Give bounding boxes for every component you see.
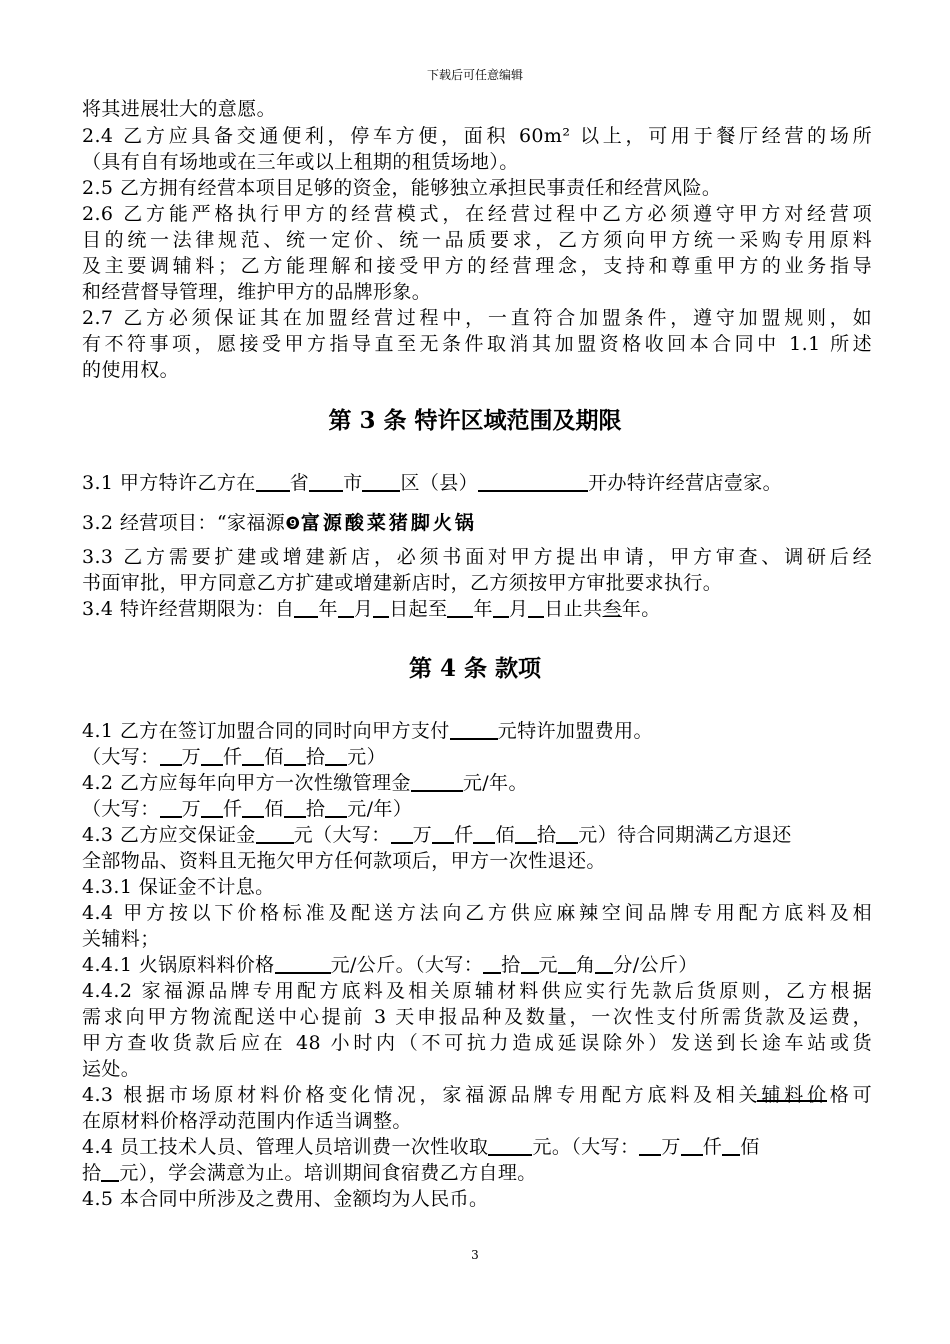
- blank-field: [201, 798, 223, 818]
- clause-4-1-amount: [82, 745, 872, 769]
- text-segment: 万: [661, 1136, 681, 1158]
- text-segment: 分/公斤）: [613, 954, 698, 976]
- blank-field: [242, 746, 264, 766]
- blank-field: [362, 472, 400, 492]
- clause-3-4: [82, 597, 872, 621]
- blank-underline: [757, 1100, 827, 1102]
- page-number: 3: [471, 1248, 479, 1262]
- clause-4-4-1: [82, 953, 872, 977]
- blank-field: [201, 746, 223, 766]
- text-segment: 月: [353, 598, 374, 620]
- text-segment: （大写：: [82, 746, 160, 768]
- blank-field: [242, 798, 264, 818]
- blank-field: [338, 598, 354, 618]
- clause-4-4-training: [82, 1135, 872, 1159]
- text-line: 书面审批，甲方同意乙方扩建或增建新店时，乙方须按甲方审批要求执行。: [82, 572, 723, 594]
- text-segment: 仟: [223, 746, 243, 768]
- clause-4-2-amount: [82, 797, 872, 821]
- blank-field: [284, 746, 306, 766]
- clause-4-3: [82, 823, 872, 847]
- blank-field: [639, 1136, 661, 1156]
- text-line: 目的统一法律规范、统一定价、统一品质要求，乙方须向甲方统一采购专用原料: [82, 229, 872, 251]
- text-line: 在原材料价格浮动范围内作适当调整。: [82, 1110, 412, 1132]
- text-segment: 万: [181, 798, 202, 820]
- blank-field: [325, 746, 347, 766]
- text-line: 关辅料；: [82, 928, 160, 950]
- clause-3-1: [82, 471, 872, 495]
- blank-field: [284, 798, 306, 818]
- blank-field: [432, 824, 454, 844]
- text-segment: 元/年）: [347, 798, 413, 820]
- text-segment: 仟: [454, 824, 474, 846]
- text-segment: 3.4 特许经营期限为：自: [82, 598, 295, 620]
- blank-field: [595, 954, 613, 974]
- text-line: 2.7 乙方必须保证其在加盟经营过程中，一直符合加盟条件，遵守加盟规则，如: [82, 307, 872, 329]
- blank-field: [256, 824, 294, 844]
- blank-field: [447, 598, 473, 618]
- blank-field: [528, 598, 544, 618]
- text-segment: 市: [343, 472, 363, 494]
- text-line: 2.4 乙方应具备交通便利，停车方便，面积 60m² 以上，可用于餐厅经营的场所: [82, 125, 872, 147]
- section-heading: 第 4 条 款项: [408, 655, 542, 682]
- text-segment: 元）待合同期满乙方退还: [578, 824, 792, 846]
- blank-field: [391, 824, 413, 844]
- text-line: 甲方查收货款后应在 48 小时内（不可抗力造成延误除外）发送到长途车站或货: [82, 1032, 872, 1054]
- text-line: 4.3 根据市场原材料价格变化情况，家福源品牌专用配方底料及相关辅料价格可: [82, 1084, 872, 1106]
- term-years: 叁: [602, 598, 622, 620]
- text-line: 2.6 乙方能严格执行甲方的经营模式，在经营过程中乙方必须遵守甲方对经营项: [82, 203, 872, 225]
- text-segment: 拾: [82, 1162, 102, 1184]
- text-segment: 元）: [347, 746, 387, 768]
- text-segment: 拾: [305, 746, 326, 768]
- text-segment: 4.1 乙方在签订加盟合同的同时向甲方支付: [82, 720, 450, 742]
- text-line: 需求向甲方物流配送中心提前 3 天申报品种及数量，一次性支付所需货款及运费，: [82, 1006, 872, 1028]
- blank-field: [521, 954, 539, 974]
- text-line: 的使用权。: [82, 359, 180, 381]
- blank-field: [256, 472, 290, 492]
- text-segment: 仟: [702, 1136, 723, 1158]
- text-segment: 拾: [305, 798, 326, 820]
- blank-field: [325, 798, 347, 818]
- text-segment: 年: [473, 598, 493, 620]
- blank-field: [556, 824, 578, 844]
- text-line: 2.5 乙方拥有经营本项目足够的资金，能够独立承担民事责任和经营风险。: [82, 177, 722, 199]
- text-line: 运处。: [82, 1058, 141, 1080]
- blank-field: [493, 598, 509, 618]
- text-segment: 佰: [740, 1136, 760, 1158]
- text-line: 全部物品、资料且无拖欠甲方任何款项后，甲方一次性退还。: [82, 850, 606, 872]
- blank-field: [373, 598, 389, 618]
- text-line: （具有自有场地或在三年或以上租期的租赁场地）。: [82, 151, 519, 173]
- text-segment: 4.4.1 火锅原料料价格: [82, 954, 275, 976]
- text-segment: 年: [318, 598, 338, 620]
- section-heading: 第 3 条 特许区域范围及期限: [328, 407, 622, 434]
- text-line: 3.3 乙方需要扩建或增建新店，必须书面对甲方提出申请，甲方审查、调研后经: [82, 546, 872, 568]
- blank-field: [275, 954, 331, 974]
- text-segment: 元（大写：: [293, 824, 391, 846]
- text-line: 4.4.2 家福源品牌专用配方底料及相关原辅材料供应实行先款后货原则，乙方根据: [82, 980, 872, 1002]
- blank-field: [483, 954, 501, 974]
- blank-field: [478, 472, 588, 492]
- blank-field: [722, 1136, 740, 1156]
- blank-field: [294, 598, 318, 618]
- header-note: 下载后可任意编辑: [426, 68, 523, 82]
- clause-3-2: [82, 511, 872, 536]
- text-segment: 元/公斤。（大写：: [330, 954, 484, 976]
- text-line: 4.5 本合同中所涉及之费用、金额均为人民币。: [82, 1188, 489, 1210]
- text-segment: 拾: [536, 824, 557, 846]
- text-segment: 4.3 乙方应交保证金: [82, 824, 256, 846]
- clause-4-1: [82, 719, 872, 743]
- text-segment: 省: [289, 472, 310, 494]
- blank-field: [160, 746, 182, 766]
- text-segment: 仟: [223, 798, 243, 820]
- blank-field: [101, 1162, 119, 1182]
- blank-field: [411, 772, 463, 792]
- text-segment: 佰: [495, 824, 515, 846]
- text-line: 有不符事项，愿接受甲方指导直至无条件取消其加盟资格收回本合同中 1.1 所述: [82, 333, 872, 355]
- blank-field: [558, 954, 576, 974]
- text-segment: 角: [575, 954, 596, 976]
- text-segment: 元: [538, 954, 558, 976]
- text-segment: （大写：: [82, 798, 160, 820]
- text-segment: 万: [181, 746, 202, 768]
- text-segment: 元。（大写：: [532, 1136, 640, 1158]
- text-segment: 元/年。: [462, 772, 528, 794]
- text-segment: 年。: [621, 598, 661, 620]
- clause-4-4-training-cont: [82, 1161, 872, 1185]
- circled-nine-symbol: ❾: [285, 514, 301, 534]
- text-segment: 3.1 甲方特许乙方在: [82, 472, 256, 494]
- text-segment: 区（县）: [400, 472, 479, 494]
- text-segment: 拾: [501, 954, 521, 976]
- blank-field: [488, 1136, 532, 1156]
- text-line: 及主要调辅料；乙方能理解和接受甲方的经营理念，支持和尊重甲方的业务指导: [82, 255, 872, 277]
- project-name: 富源酸菜猪脚火锅: [300, 512, 477, 534]
- text-segment: 佰: [264, 798, 284, 820]
- text-line: 4.3.1 保证金不计息。: [82, 876, 275, 898]
- blank-field: [450, 720, 498, 740]
- blank-field: [309, 472, 343, 492]
- text-segment: 4.2 乙方应每年向甲方一次性缴管理金: [82, 772, 411, 794]
- text-segment: 3.2 经营项目：“家福源: [82, 512, 286, 534]
- text-segment: 日起至: [389, 598, 448, 620]
- text-segment: 4.4 员工技术人员、管理人员培训费一次性收取: [82, 1136, 489, 1158]
- text-line: 将其进展壮大的意愿。: [82, 98, 277, 120]
- text-segment: 元特许加盟费用。: [497, 720, 653, 742]
- text-segment: 元），学会满意为止。培训期间食宿费乙方自理。: [119, 1162, 537, 1184]
- blank-field: [473, 824, 495, 844]
- text-segment: 开办特许经营店壹家。: [588, 472, 783, 494]
- text-segment: 日止共: [544, 598, 603, 620]
- clause-4-2: [82, 771, 872, 795]
- text-segment: 佰: [264, 746, 284, 768]
- text-line: 和经营督导管理，维护甲方的品牌形象。: [82, 281, 432, 303]
- blank-field: [160, 798, 182, 818]
- blank-field: [681, 1136, 703, 1156]
- blank-field: [515, 824, 537, 844]
- text-segment: 万: [412, 824, 433, 846]
- text-line: 4.4 甲方按以下价格标准及配送方法向乙方供应麻辣空间品牌专用配方底料及相: [82, 902, 872, 924]
- text-segment: 月: [508, 598, 529, 620]
